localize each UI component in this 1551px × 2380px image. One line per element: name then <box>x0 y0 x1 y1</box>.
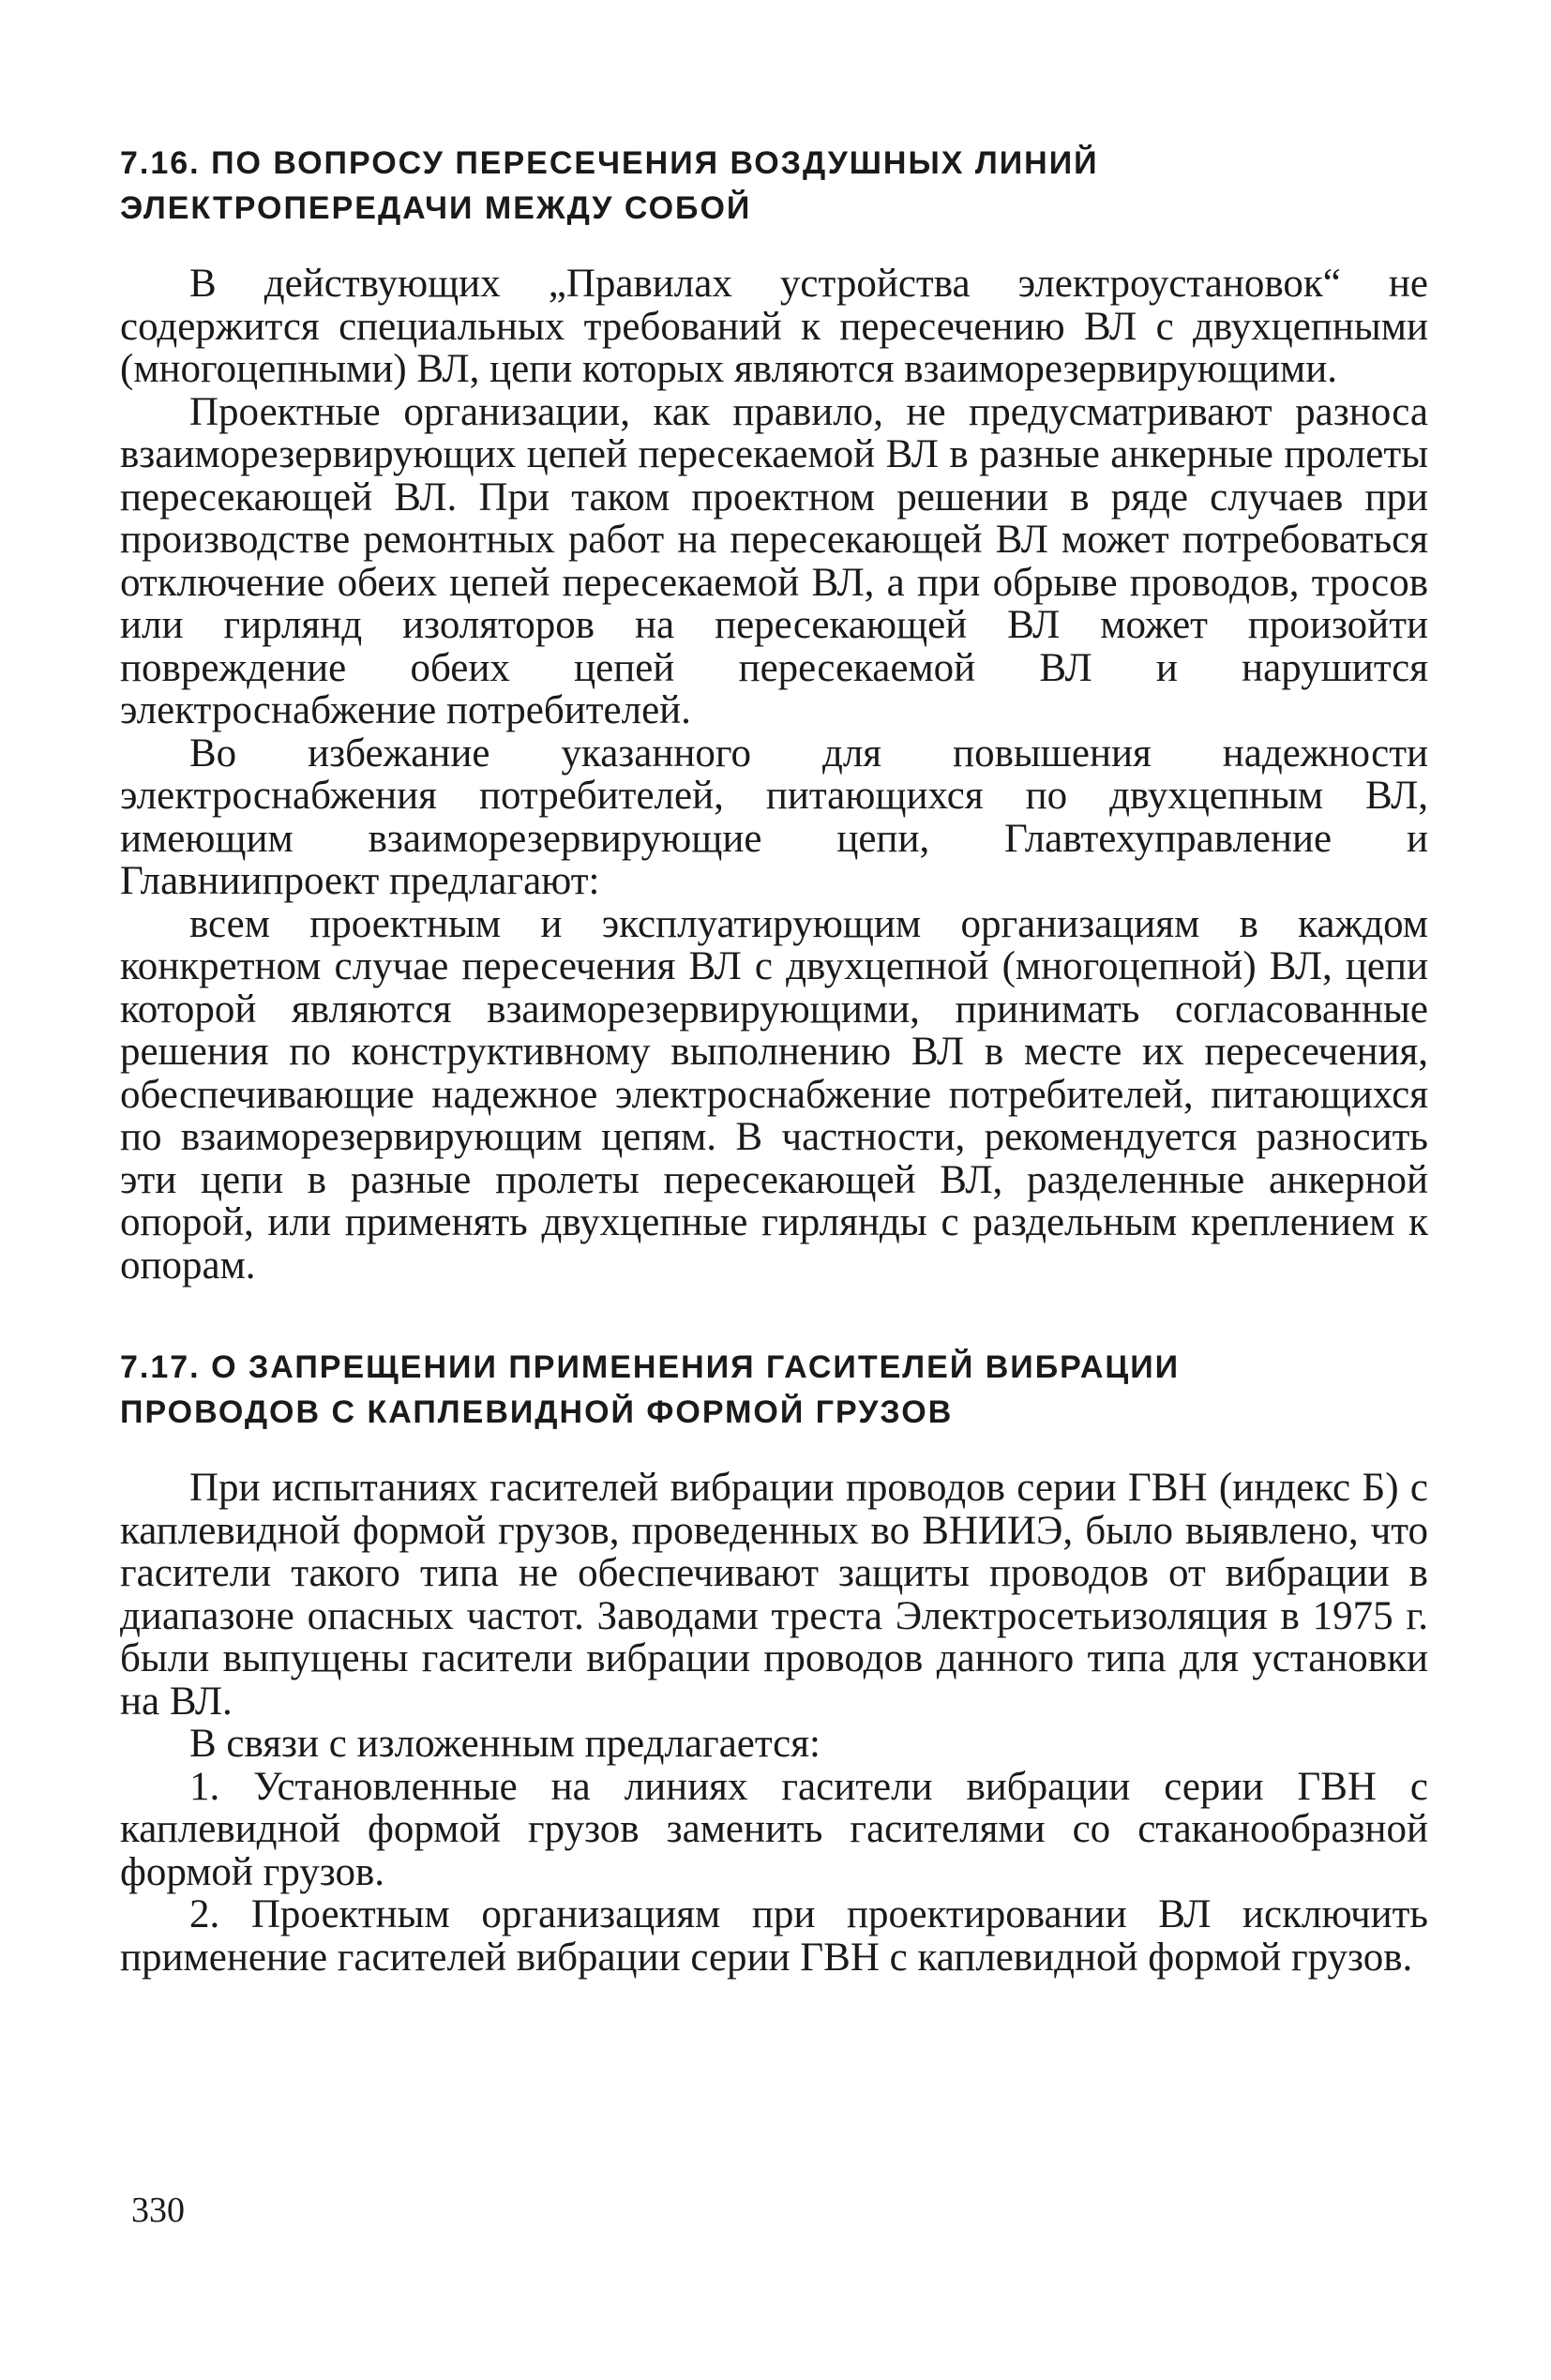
section-717-paragraph-4: 2. Проектным организациям при проектировании ВЛ исключить применение гасителей вибрации серии ГВН с каплевидной формой грузов. <box>120 1892 1428 1980</box>
section-717-paragraph-1: При испытаниях гасителей вибрации проводов серии ГВН (индекс Б) с каплевидной формой грузов, проведенных во ВНИИЭ, было выявлено, что гасители такого типа не обеспечивают защиты проводов от вибрации в диапазоне опасных частот. Заводами треста Электросетьизоляция в 1975 г. были выпущены гасители вибрации проводов данного типа для установки на ВЛ. <box>120 1466 1428 1724</box>
section-716-heading <box>120 141 1428 231</box>
section-717-paragraph-3: 1. Установленные на линиях гасители вибрации серии ГВН с каплевидной формой грузов заменить гасителями со стаканообразной формой грузов. <box>120 1764 1428 1894</box>
section-717-heading-line1: 7.17. О ЗАПРЕЩЕНИИ ПРИМЕНЕНИЯ ГАСИТЕЛЕЙ ВИБРАЦИИ <box>120 1349 1181 1385</box>
section-716-heading-line2: ЭЛЕКТРОПЕРЕДАЧИ МЕЖДУ СОБОЙ <box>120 190 752 226</box>
section-717-paragraph-2: В связи с изложенным предлагается: <box>189 1722 821 1766</box>
section-716-paragraph-4: всем проектным и эксплуатирующим организациям в каждом конкретном случае пересечения ВЛ с двухцепной (многоцепной) ВЛ, цепи которой являются взаиморезервирующими, принимать согласованные решения по конструктивному выполнению ВЛ в месте их пересечения, обеспечивающие надежное электроснабжение потребителей, питающихся по взаиморезервирующим цепям. В частности, рекомендуется разносить эти цепи в разные пролеты пересекающей ВЛ, разделенные анкерной опорой, или применять двухцепные гирлянды с раздельным креплением к опорам. <box>120 901 1428 1288</box>
section-717-heading-line2: ПРОВОДОВ С КАПЛЕВИДНОЙ ФОРМОЙ ГРУЗОВ <box>120 1394 954 1430</box>
section-717-heading <box>120 1345 1428 1435</box>
section-716-paragraph-3: Во избежание указанного для повышения надежности электроснабжения потребителей, питающихся по двухцепным ВЛ, имеющим взаиморезервирующие цепи, Главтехуправление и Главниипроект предлагают: <box>120 731 1428 903</box>
page-number: 330 <box>131 2191 185 2230</box>
section-716-paragraph-1: В действующих „Правилах устройства электроустановок“ не содержится специальных требований к пересечению ВЛ с двухцепными (многоцепными) ВЛ, цепи которых являются взаиморезервирующими. <box>120 262 1428 391</box>
section-716-paragraph-2: Проектные организации, как правило, не предусматривают разноса взаиморезервирующих цепей пересекаемой ВЛ в разные анкерные пролеты пересекающей ВЛ. При таком проектном решении в ряде случаев при производстве ремонтных работ на пересекающей ВЛ может потребоваться отключение обеих цепей пересекаемой ВЛ, а при обрыве проводов, тросов или гирлянд изоляторов на пересекающей ВЛ может произойти повреждение обеих цепей пересекаемой ВЛ и нарушится электроснабжение потребителей. <box>120 389 1428 732</box>
section-716-heading-line1: 7.16. ПО ВОПРОСУ ПЕРЕСЕЧЕНИЯ ВОЗДУШНЫХ ЛИНИЙ <box>120 145 1099 181</box>
document-page <box>120 141 1428 1979</box>
